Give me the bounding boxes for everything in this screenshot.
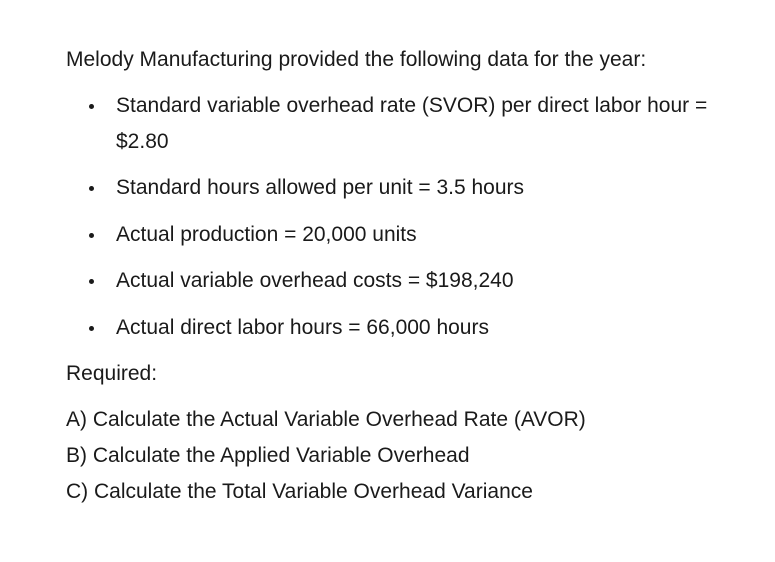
bullet-dot-icon bbox=[89, 233, 94, 238]
required-item-b: B) Calculate the Applied Variable Overhead bbox=[66, 444, 470, 467]
bullet-dot-icon bbox=[89, 279, 94, 284]
bullet-dot-icon bbox=[89, 104, 94, 109]
required-item-a: A) Calculate the Actual Variable Overhead Rate (AVOR) bbox=[66, 408, 586, 431]
intro-text: Melody Manufacturing provided the following data for the year: bbox=[66, 48, 647, 71]
required-item-c: C) Calculate the Total Variable Overhead Variance bbox=[66, 480, 533, 503]
bullet-dot-icon bbox=[89, 186, 94, 191]
bullet-dot-icon bbox=[89, 326, 94, 331]
bullet-text: Actual production = 20,000 units bbox=[116, 223, 417, 246]
required-heading: Required: bbox=[66, 362, 158, 385]
bullet-text: Actual direct labor hours = 66,000 hours bbox=[116, 316, 489, 339]
bullet-text: Actual variable overhead costs = $198,240 bbox=[116, 269, 514, 292]
bullet-text: Standard hours allowed per unit = 3.5 hours bbox=[116, 176, 525, 199]
bullet-text: Standard variable overhead rate (SVOR) per direct labor hour = $2.80 bbox=[116, 94, 708, 153]
